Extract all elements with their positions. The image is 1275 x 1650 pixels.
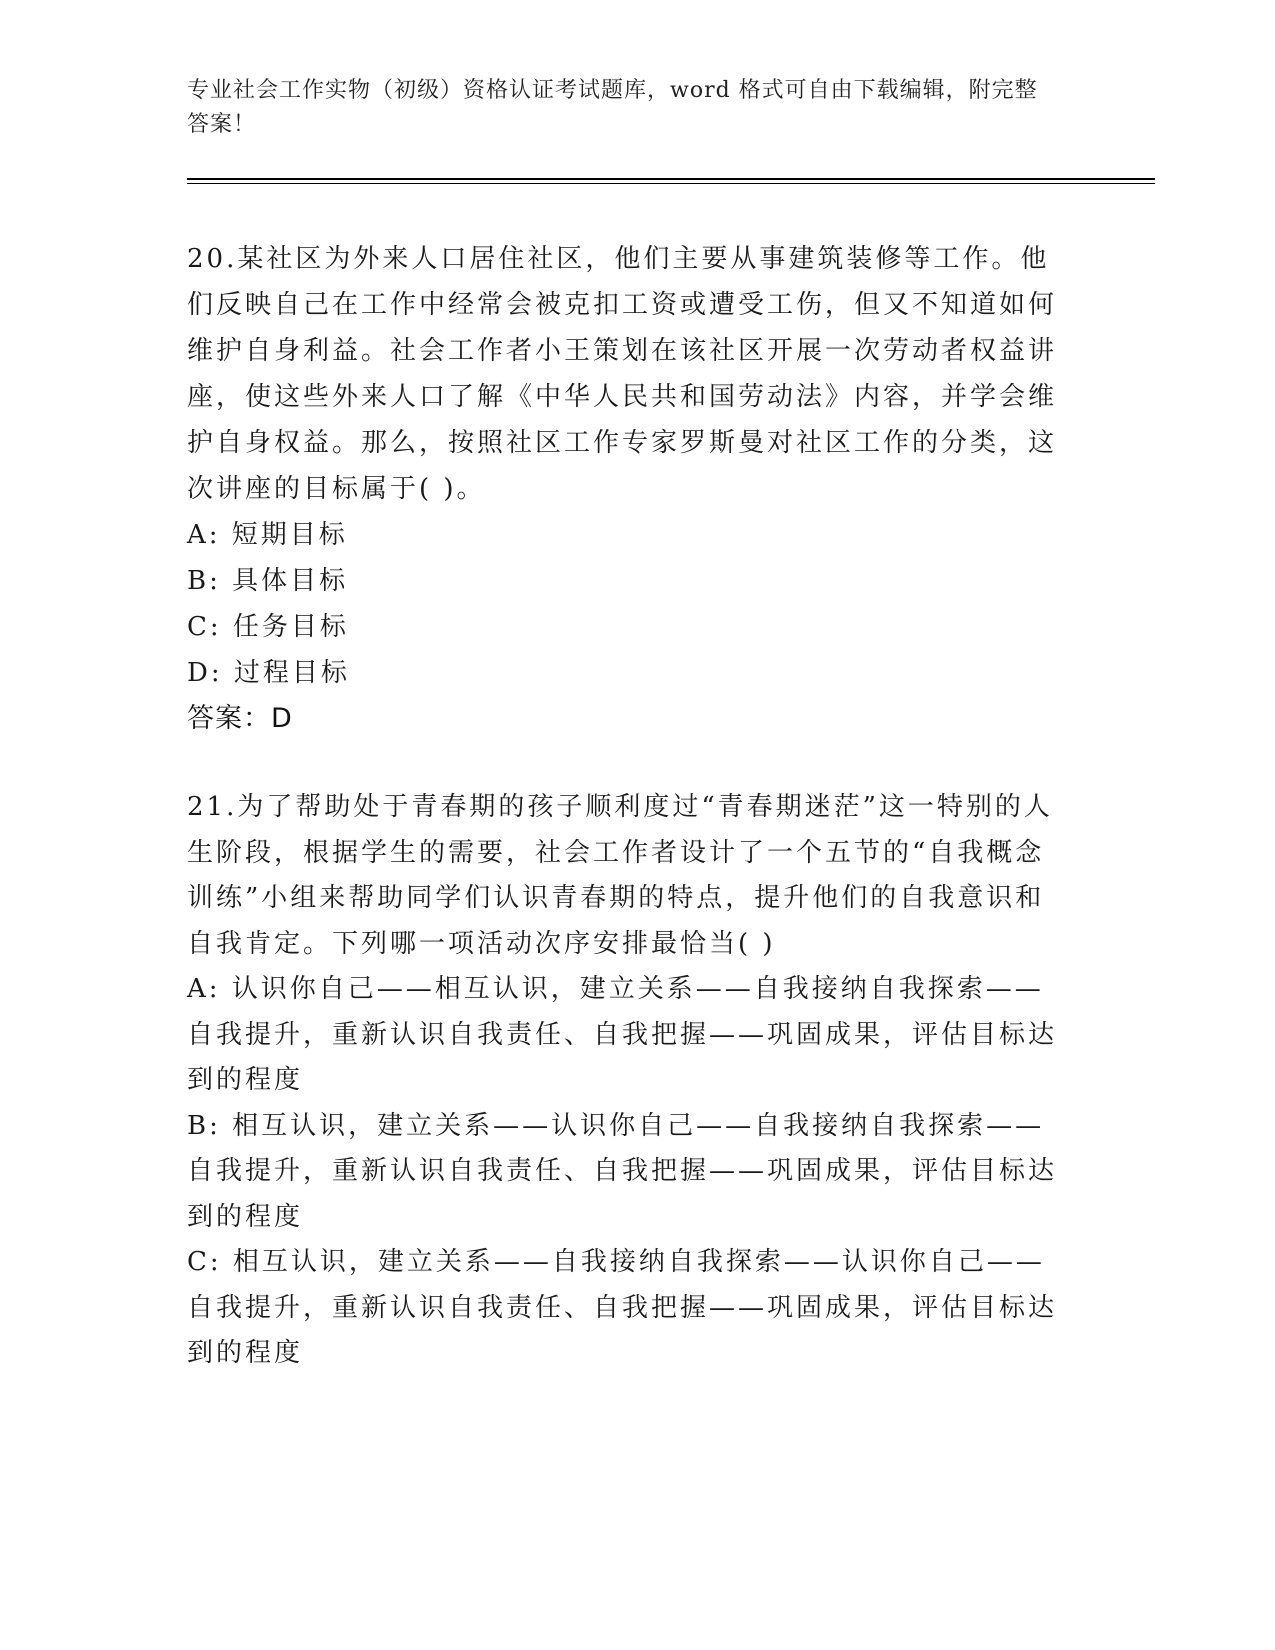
option-d: D: 过程目标 — [187, 658, 350, 688]
option-c: C: 任务目标 — [187, 612, 349, 642]
option-b: B: 具体目标 — [187, 566, 349, 596]
option-b: B: 相互认识，建立关系——认识你自己——自我接纳自我探索——自我提升，重新认识自我责任、自我把握——巩固成果，评估目标达到的程度 — [187, 1110, 1058, 1232]
question-21 — [187, 785, 1067, 1377]
option-a: A: 短期目标 — [187, 520, 348, 550]
header-divider — [187, 178, 1155, 180]
question-stem: 20.某社区为外来人口居住社区，他们主要从事建筑装修等工作。他们反映自己在工作中经常会被克扣工资或遭受工伤，但又不知道如何维护自身利益。社会工作者小王策划在该社区开展一次劳动者权益讲座，使这些外来人口了解《中华人民共和国劳动法》内容，并学会维护自身权益。那么，按照社区工作专家罗斯曼对社区工作的分类，这次讲座的目标属于( )。 — [187, 244, 1058, 504]
question-20 — [187, 236, 1067, 742]
question-stem: 21.为了帮助处于青春期的孩子顺利度过“青春期迷茫”这一特别的人生阶段，根据学生的需要，社会工作者设计了一个五节的“自我概念训练”小组来帮助同学们认识青春期的特点，提升他们的自我意识和自我肯定。下列哪一项活动次序安排最恰当( ) — [187, 792, 1053, 959]
option-c: C: 相互认识，建立关系——自我接纳自我探索——认识你自己——自我提升，重新认识自我责任、自我把握——巩固成果，评估目标达到的程度 — [187, 1247, 1058, 1368]
document-header: 专业社会工作实物（初级）资格认证考试题库，word 格式可自由下载编辑，附完整答案！ — [187, 78, 1038, 137]
answer-label: 答案：D — [187, 703, 293, 734]
header-divider-thin — [187, 183, 1155, 184]
option-a: A: 认识你自己——相互认识，建立关系——自我接纳自我探索——自我提升，重新认识自我责任、自我把握——巩固成果，评估目标达到的程度 — [187, 974, 1058, 1095]
